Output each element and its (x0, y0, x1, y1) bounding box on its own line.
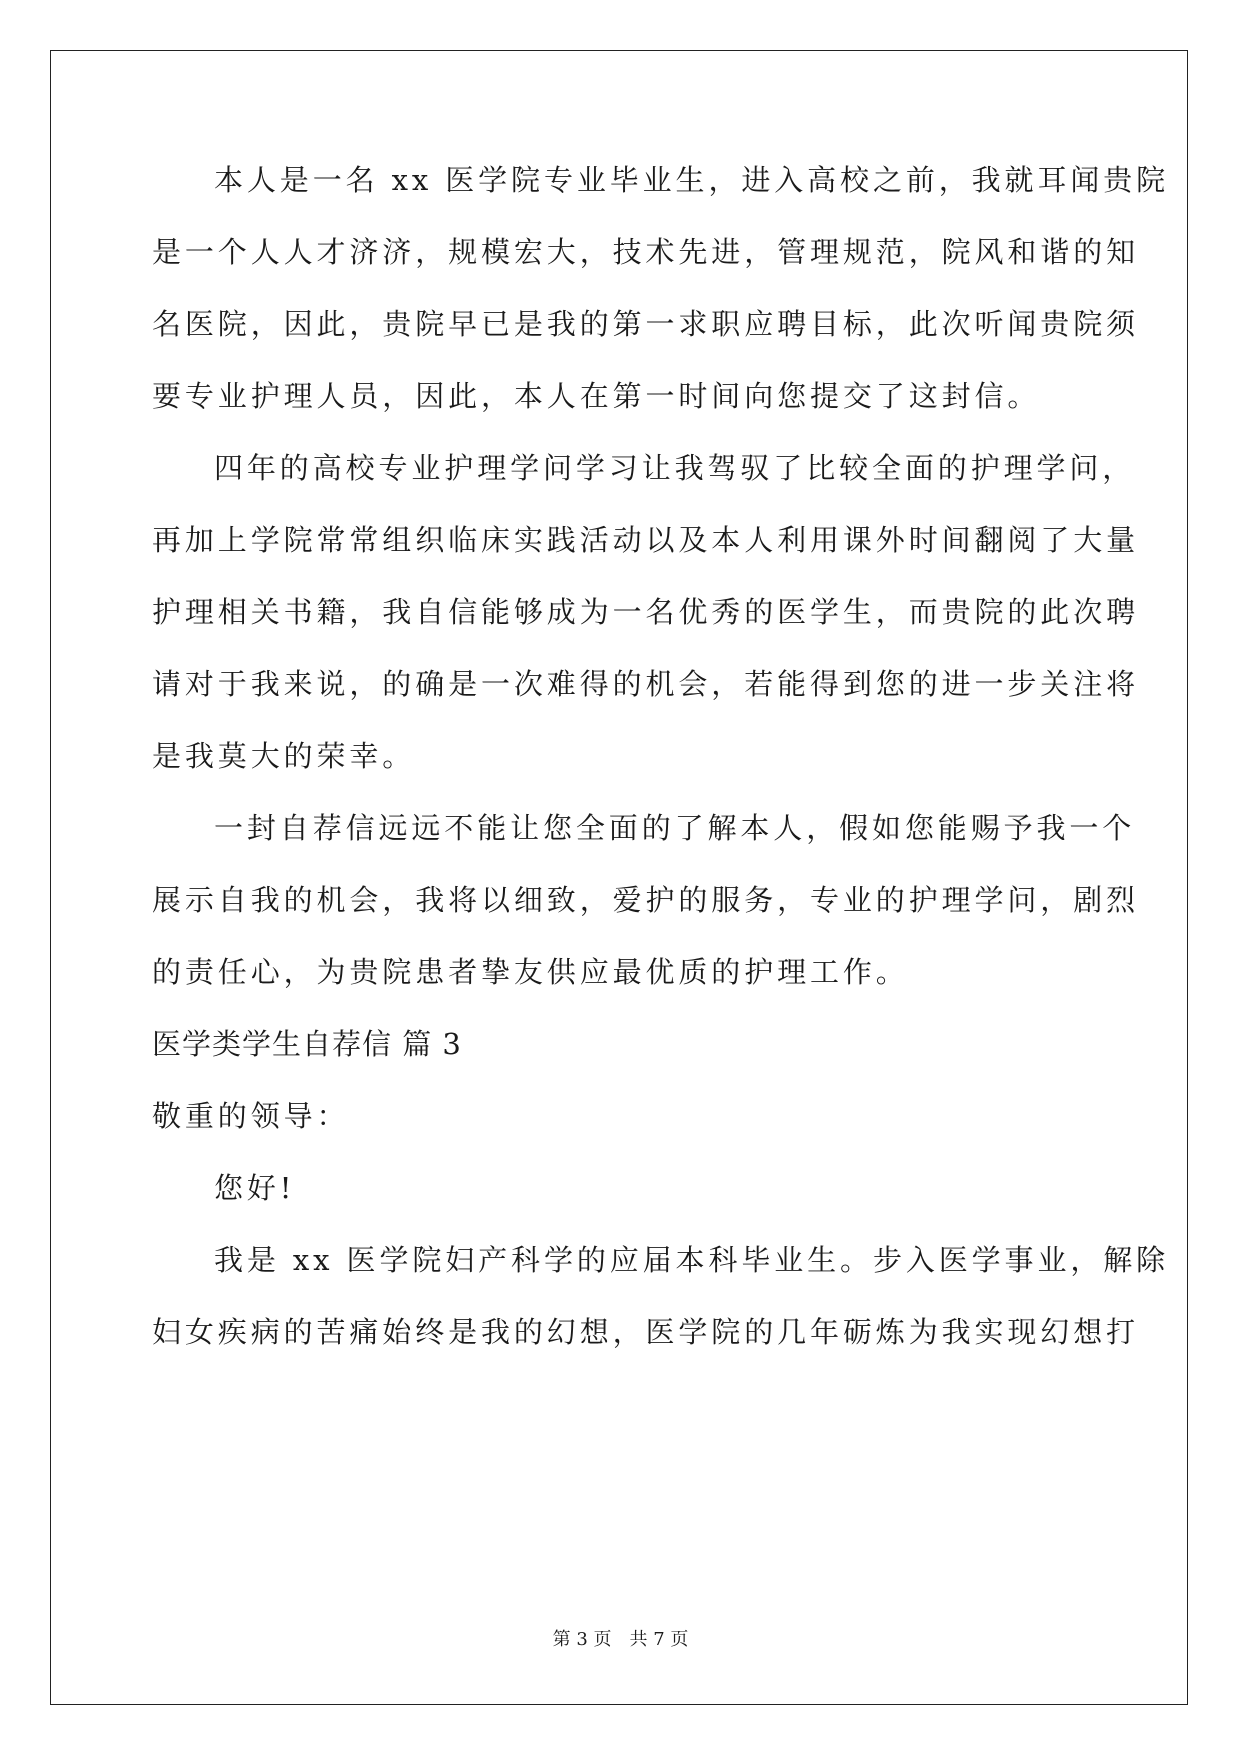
page-total: 共 7 页 (629, 1629, 689, 1650)
paragraph-line: 请对于我来说，的确是一次难得的机会，若能得到您的进一步关注将 (152, 667, 1140, 701)
paragraph-line: 我是 xx 医学院妇产科学的应届本科毕业生。步入医学事业，解除 (214, 1243, 1170, 1277)
paragraph-line: 护理相关书籍，我自信能够成为一名优秀的医学生，而贵院的此次聘 (152, 595, 1140, 629)
section-heading: 医学类学生自荐信 篇 3 (152, 1027, 462, 1061)
page-border (50, 50, 1188, 1705)
page-number: 第 3 页 (552, 1629, 612, 1650)
paragraph-line: 再加上学院常常组织临床实践活动以及本人利用课外时间翻阅了大量 (152, 523, 1140, 557)
paragraph-line: 妇女疾病的苦痛始终是我的幻想，医学院的几年砺炼为我实现幻想打 (152, 1315, 1140, 1349)
paragraph-line: 是一个人人才济济，规模宏大，技术先进，管理规范，院风和谐的知 (152, 235, 1140, 269)
paragraph-line: 展示自我的机会，我将以细致，爱护的服务，专业的护理学问，剧烈 (152, 883, 1140, 917)
paragraph-line: 本人是一名 xx 医学院专业毕业生，进入高校之前，我就耳闻贵院 (214, 163, 1170, 197)
greeting: 您好! (214, 1171, 296, 1205)
paragraph-line: 的责任心，为贵院患者挚友供应最优质的护理工作。 (152, 955, 909, 989)
paragraph-line: 要专业护理人员，因此，本人在第一时间向您提交了这封信。 (152, 379, 1041, 413)
salutation: 敬重的领导： (152, 1099, 350, 1133)
paragraph-line: 一封自荐信远远不能让您全面的了解本人，假如您能赐予我一个 (214, 811, 1136, 845)
paragraph-line: 名医院，因此，贵院早已是我的第一求职应聘目标，此次听闻贵院须 (152, 307, 1140, 341)
paragraph-line: 四年的高校专业护理学问学习让我驾驭了比较全面的护理学问， (214, 451, 1136, 485)
page-footer (0, 1628, 1241, 1652)
paragraph-line: 是我莫大的荣幸。 (152, 739, 416, 773)
